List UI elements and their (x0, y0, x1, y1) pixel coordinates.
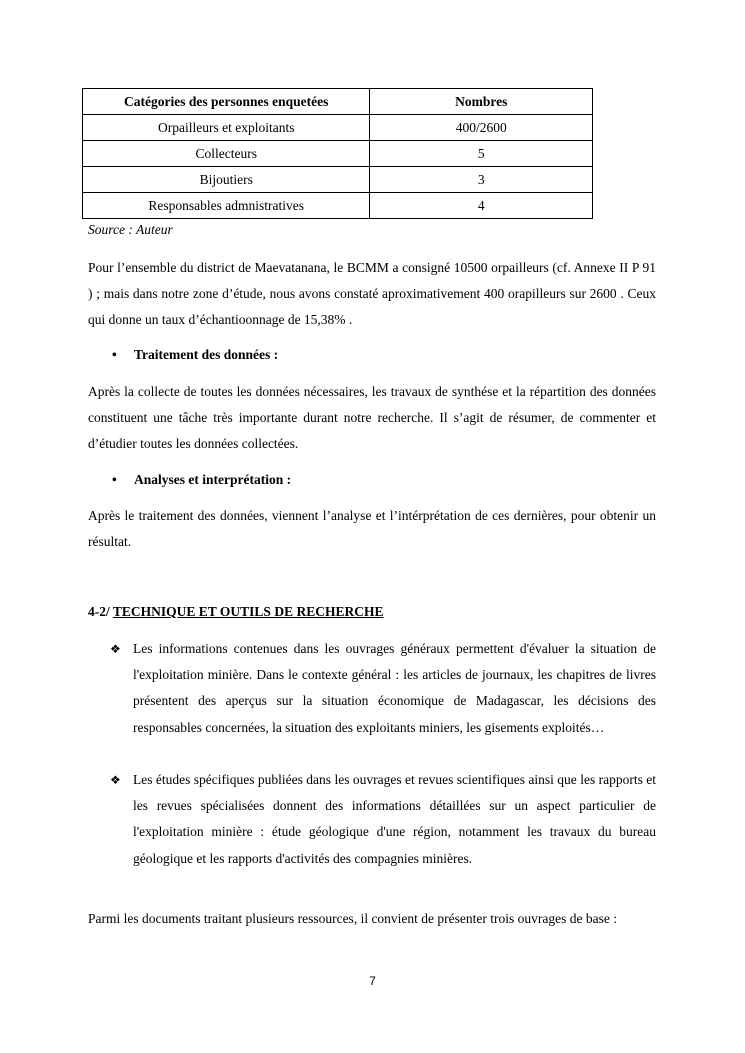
bullet-heading-text: Analyses et interprétation : (134, 472, 292, 487)
table-cell-number: 400/2600 (370, 115, 593, 141)
header-numbers: Nombres (370, 89, 593, 115)
table-header-row (83, 89, 593, 115)
table-row (83, 193, 593, 219)
list-item (110, 636, 656, 741)
table-cell-number: 3 (370, 167, 593, 193)
bullet-icon: • (112, 347, 117, 362)
table-cell-number: 5 (370, 141, 593, 167)
section-heading (88, 604, 383, 620)
section-title-text: TECHNIQUE ET OUTILS DE RECHERCHE (112, 604, 384, 619)
table-source-caption: Source : Auteur (88, 222, 173, 237)
table-cell-category: Responsables admnistratives (83, 193, 370, 219)
diamond-bullet-icon: ❖ (110, 773, 121, 787)
bullet-heading-text: Traitement des données : (134, 347, 279, 362)
bullet-heading-analysis (112, 472, 291, 488)
survey-table-container (82, 88, 593, 219)
paragraph-data-processing: Après la collecte de toutes les données nécessaires, les travaux de synthése et la répartition des données constituent une tâche très importante durant notre recherche. Il s’agit de résumer, de commenter et d’étudier toutes les données collectées. (88, 384, 656, 452)
table-cell-category: Bijoutiers (83, 167, 370, 193)
table-row (83, 167, 593, 193)
paragraph-base-works: Parmi les documents traitant plusieurs ressources, il convient de présenter trois ouvrages de base : (88, 911, 617, 926)
table-cell-category: Collecteurs (83, 141, 370, 167)
bullet-icon: • (112, 472, 117, 487)
diamond-bullet-icon: ❖ (110, 642, 121, 656)
page-number: 7 (369, 974, 376, 988)
list-item (110, 767, 656, 872)
bullet-heading-data-processing (112, 347, 278, 363)
paragraph-analysis: Après le traitement des données, viennent l’analyse et l’intérprétation de ces dernières, pour obtenir un résultat. (88, 508, 656, 550)
paragraph-sampling: Pour l’ensemble du district de Maevatanana, le BCMM a consigné 10500 orpailleurs (cf. Annexe II P 91 ) ; mais dans notre zone d’étude, nous avons constaté aproximativement 400 orapilleurs sur 2600 . Ceux qui donne un taux d’échantioonnage de 15,38% . (88, 260, 656, 328)
list-item-text: Les informations contenues dans les ouvrages généraux permettent d'évaluer la situation de l'exploitation minière. Dans le contexte général : les articles de journaux, les chapitres de livres présentent des aperçus sur la situation économique de Madagascar, les décisions des responsables concernées, la situation des exploitants miniers, les gisements exploités… (133, 641, 656, 735)
table-cell-category: Orpailleurs et exploitants (83, 115, 370, 141)
table-cell-number: 4 (370, 193, 593, 219)
table-row (83, 115, 593, 141)
list-item-text: Les études spécifiques publiées dans les ouvrages et revues scientifiques ainsi que les rapports et les revues spécialisées donnent des informations détaillées sur un aspect particulier de l'exploitation minière : étude géologique d'une région, notamment les travaux du bureau géologique et les rapports d'activités des compagnies minières. (133, 772, 656, 866)
section-number: 4-2/ (88, 604, 113, 619)
table-row (83, 141, 593, 167)
survey-table (82, 88, 593, 219)
header-categories: Catégories des personnes enquetées (83, 89, 370, 115)
